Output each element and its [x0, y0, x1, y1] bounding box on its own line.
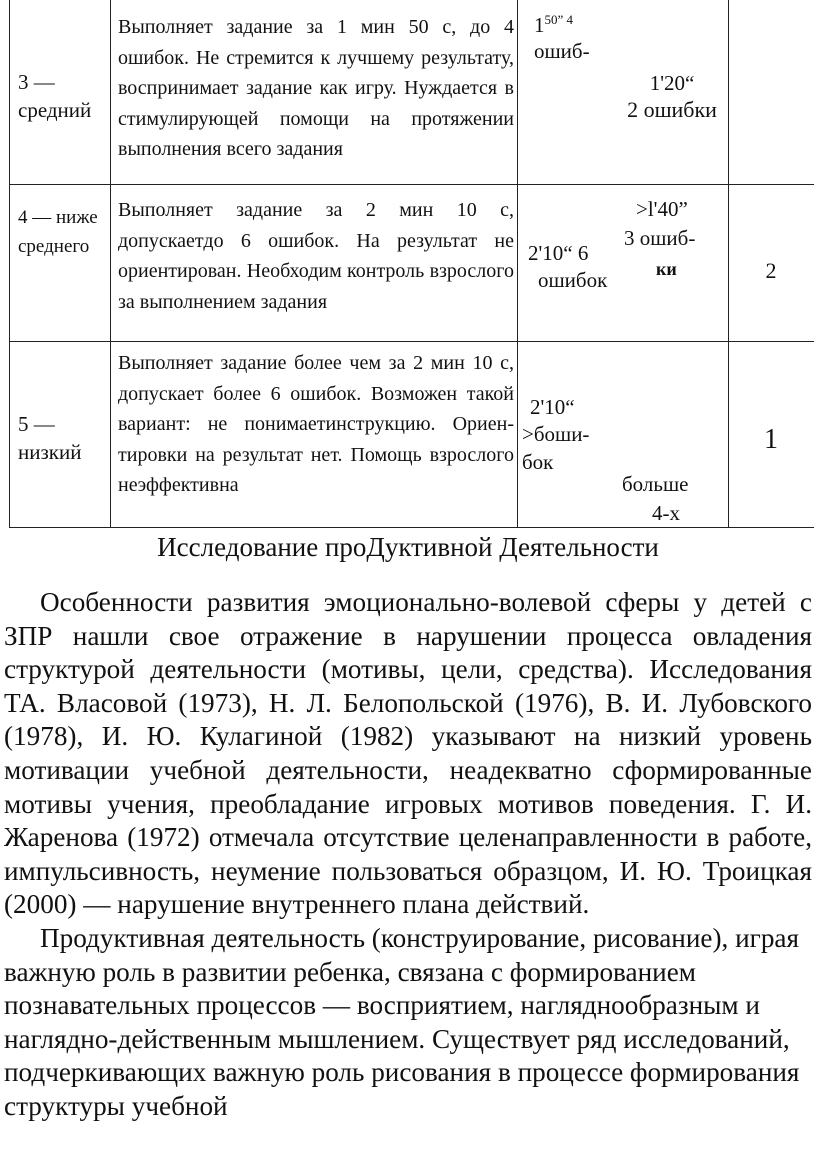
level-cell: 5 — низкий	[18, 412, 82, 465]
description-cell: Выполняет задание за 2 мин 10 с, допускаетдо 6 ошибок. На результат не ориентирован. Необходим контроль взрослого за выполнением задания	[118, 199, 514, 313]
score-cell: 1	[764, 424, 778, 455]
description-cell: Выполняет задание за 1 мин 50 с, до 4 ошибок. Не стремится к лучшему результату, воспринимает задание как игру. Нуждается в стимулирующей помощи на протяжении выполнения всего задания	[118, 16, 514, 161]
superscript: 50” 4	[544, 12, 574, 27]
section-heading: Исследование проДуктивной Деятельности	[157, 532, 659, 562]
table-row	[10, 342, 814, 527]
assessment-table	[9, 0, 814, 528]
table-row	[10, 185, 814, 342]
paragraph: Особенности развития эмоционально-волевой сферы у детей с ЗПР нашли свое отражение в нарушении процесса овладения структурой деятельности (мотивы, цели, средства). Исследования ТА. Власовой (1973), Н. Л. Белопольской (1976), В. И. Лубовского (1978), И. Ю. Кулагиной (1982) указывают на низкий уровень мотивации учебной деятельности, неадекватно сформированные мотивы учения, преобладание игровых мотивов поведения. Г. И. Жаренова (1972) отмечала отсутствие целенаправленности в работе, импульсивность, неумение пользоваться образцом, И. Ю. Троицкая (2000) — нарушение внутреннего плана действий.	[4, 587, 812, 920]
score-cell: 2	[765, 258, 777, 283]
description-cell: Выполняет задание более чем за 2 мин 10 с, допускает более 6 ошибок. Возможен такой вариант: не понимаетинструкцию. Ориен- тировки на результат нет. Помощь взрослого неэффективна	[118, 352, 514, 497]
level-cell: 4 — ниже среднего	[18, 207, 98, 258]
time-errors-cell: 2'10“ 6 ошибок	[528, 241, 608, 293]
time-errors-cell: больше 4-х	[622, 472, 689, 526]
body-text	[4, 586, 812, 1124]
time-errors-cell: 1'20“ 2 ошибки	[627, 71, 717, 123]
time-errors-cell: $1^{50” 4}$ ошиб-	[534, 12, 590, 64]
level-cell: 3 — средний	[18, 70, 92, 123]
table-row	[10, 0, 814, 185]
time-errors-cell: >l'40” 3 ошиб- ки	[624, 197, 696, 279]
time-errors-cell: 2'10“ >боши- бок	[522, 395, 590, 474]
paragraph: Продуктивная деятельность (конструирование, рисование), играя важную роль в развитии ребенка, связана с формированием познавательных процессов — восприятием, нагляднообразным и наглядно-действенным мышлением. Существует ряд исследований, подчеркивающих важную роль рисования в процессе формирования структуры учебной	[4, 922, 800, 1121]
